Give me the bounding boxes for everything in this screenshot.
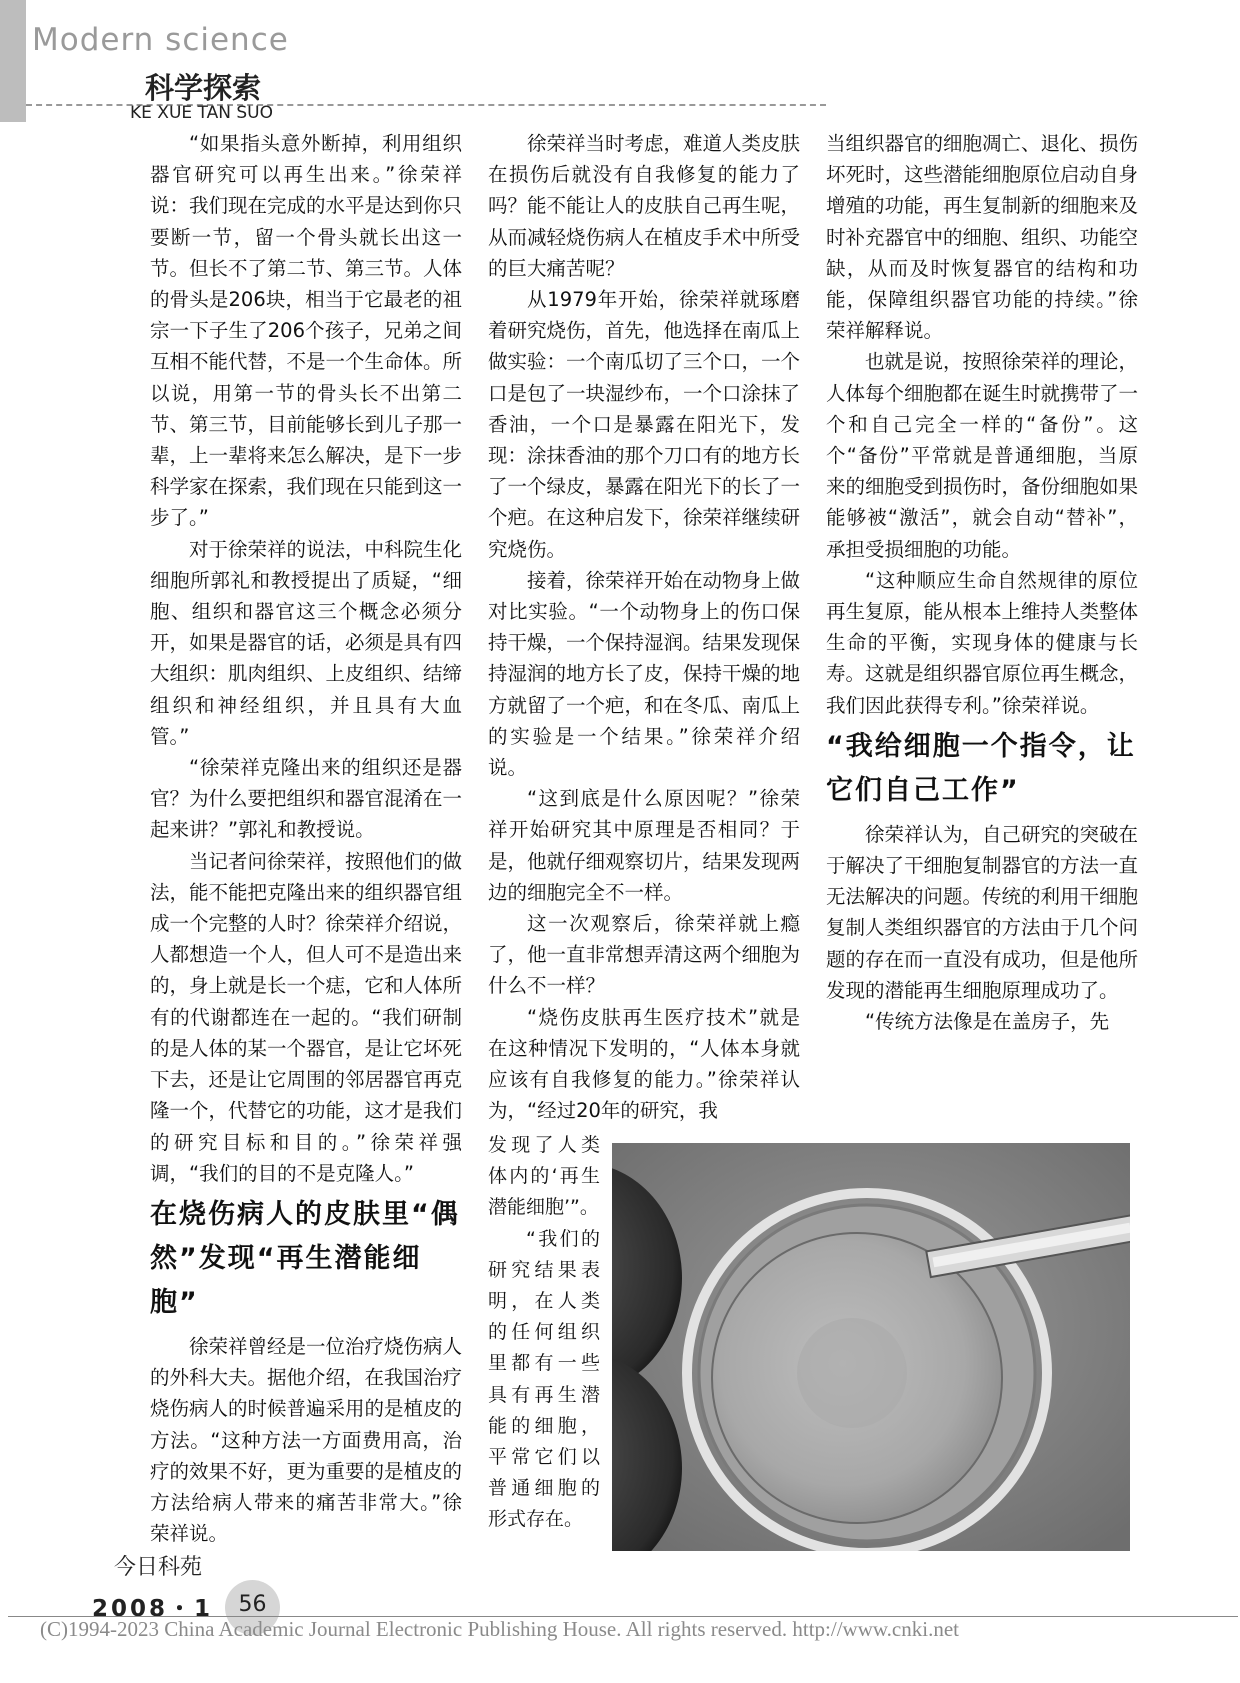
- paragraph: “这种顺应生命自然规律的原位再生复原，能从根本上维持人类整体生命的平衡，实现身体的健康与长寿。这就是组织器官原位再生概念，我们因此获得专利。”徐荣祥说。: [826, 568, 1139, 717]
- paragraph: 也就是说，按照徐荣祥的理论，人体每个细胞都在诞生时就携带了一个和自己完全一样的“备份”。这个“备份”平常就是普通细胞，当原来的细胞受到损伤时，备份细胞如果能够被“激活”，就会自动“替补”，承担受损细胞的功能。: [826, 350, 1139, 561]
- paragraph: “我们的研究结果表明，在人类的任何组织里都有一些具有再生潜能的细胞，平常它们以普通细胞的形式存在。: [488, 1227, 600, 1531]
- article-narrow-column: [488, 1130, 600, 1536]
- article-column-1: [150, 128, 462, 1549]
- paragraph: 徐荣祥曾经是一位治疗烧伤病人的外科大夫。据他介绍，在我国治疗烧伤病人的时候普遍采用的是植皮的方法。“这种方法一方面费用高，治疗的效果不好，更为重要的是植皮的方法给病人带来的痛苦非常大。”徐荣祥说。: [150, 1334, 463, 1546]
- paragraph: 接着，徐荣祥开始在动物身上做对比实验。“一个动物身上的伤口保持干燥，一个保持湿润。结果发现保持湿润的地方长了皮，保持干燥的地方就留了一个疤，和在冬瓜、南瓜上的实验是一个结果。”徐荣祥介绍说。: [488, 568, 801, 780]
- article-column-2: [488, 128, 800, 1127]
- paragraph: 徐荣祥当时考虑，难道人类皮肤在损伤后就没有自我修复的能力了吗？能不能让人的皮肤自己再生呢，从而减轻烧伤病人在植皮手术中所受的巨大痛苦呢？: [488, 132, 801, 280]
- paragraph: 徐荣祥认为，自己研究的突破在于解决了干细胞复制器官的方法一直无法解决的问题。传统的利用干细胞复制人类组织器官的方法由于几个问题的存在而一直没有成功，但是他所发现的潜能再生细胞原理成功了。: [826, 822, 1139, 1002]
- paragraph: “徐荣祥克隆出来的组织还是器官？为什么要把组织和器官混淆在一起来讲？”郭礼和教授说。: [150, 756, 463, 842]
- paragraph: “这到底是什么原因呢？”徐荣祥开始研究其中原理是否相同？于是，他就仔细观察切片，结果发现两边的细胞完全不一样。: [488, 787, 801, 904]
- paragraph: 从1979年开始，徐荣祥就琢磨着研究烧伤，首先，他选择在南瓜上做实验：一个南瓜切了三个口，一个口是包了一块湿纱布，一个口涂抹了香油，一个口是暴露在阳光下，发现：涂抹香油的那个刀口有的地方长了一个绿皮，暴露在阳光下的长了一个疤。在这种启发下，徐荣祥继续研究烧伤。: [488, 288, 801, 561]
- section-heading: “我给细胞一个指令，让它们自己工作”: [826, 730, 1136, 806]
- cell-photo-graphic: [612, 1143, 1130, 1551]
- paragraph: 当记者问徐荣祥，按照他们的做法，能不能把克隆出来的组织器官组成一个完整的人时？徐荣祥介绍说，人都想造一个人，但人可不是造出来的，身上就是长一个痣，它和人体所有的代谢都连在一起的。“我们研制的是人体的某一个器官，是让它坏死下去，还是让它周围的邻居器官再克隆一个，代替它的功能，这才是我们的研究目标和目的。”徐荣祥强调，“我们的目的不是克隆人。”: [150, 849, 463, 1185]
- copyright-notice: (C)1994-2023 China Academic Journal Electronic Publishing House. All rights reserved. http://www.cnki.net: [40, 1617, 959, 1641]
- paragraph: 这一次观察后，徐荣祥就上瘾了，他一直非常想弄清这两个细胞为什么不一样？: [488, 912, 801, 998]
- magazine-english-title: Modern science: [32, 22, 289, 58]
- paragraph: 发现了人类体内的‘再生潜能细胞’”。: [488, 1134, 600, 1219]
- footer-magazine-name: 今日科苑: [114, 1555, 203, 1580]
- page-number: 56: [238, 1592, 267, 1617]
- cell-microinjection-photo: [612, 1143, 1130, 1551]
- paragraph: “如果指头意外断掉，利用组织器官研究可以再生出来。”徐荣祥说：我们现在完成的水平是达到你只要断一节，留一个骨头就长出这一节。但长不了第二节、第三节。人体的骨头是206块，相当于它最老的祖宗一下子生了206个孩子，兄弟之间互相不能代替，不是一个生命体。所以说，用第一节的骨头长不出第二节、第三节，目前能够长到儿子那一辈，上一辈将来怎么解决，是下一步科学家在探索，我们现在只能到这一步了。”: [150, 132, 463, 530]
- article-column-3: [826, 128, 1138, 1037]
- paragraph: “烧伤皮肤再生医疗技术”就是在这种情况下发明的，“人体本身就应该有自我修复的能力。”徐荣祥认为，“经过20年的研究，我: [488, 1005, 800, 1123]
- magazine-pinyin: KE XUE TAN SUO: [130, 103, 273, 123]
- magazine-chinese-title: 科学探索: [145, 71, 262, 105]
- section-heading: 在烧伤病人的皮肤里“偶然”发现“再生潜能细胞”: [150, 1198, 460, 1318]
- paragraph: 对于徐荣祥的说法，中科院生化细胞所郭礼和教授提出了质疑，“细胞、组织和器官这三个概念必须分开，如果是器官的话，必须是具有四大组织：肌肉组织、上皮组织、结缔组织和神经组织，并且具有大血管。”: [150, 537, 463, 748]
- side-accent-bar: [0, 0, 26, 122]
- footer-issue-date: 2008・1: [92, 1596, 214, 1622]
- paragraph: 当组织器官的细胞凋亡、退化、损伤坏死时，这些潜能细胞原位启动自身增殖的功能，再生复制新的细胞来及时补充器官中的细胞、组织、功能空缺，从而及时恢复器官的结构和功能，保障组织器官功能的持续。”徐荣祥解释说。: [826, 132, 1139, 343]
- paragraph: “传统方法像是在盖房子，先: [865, 1010, 1110, 1034]
